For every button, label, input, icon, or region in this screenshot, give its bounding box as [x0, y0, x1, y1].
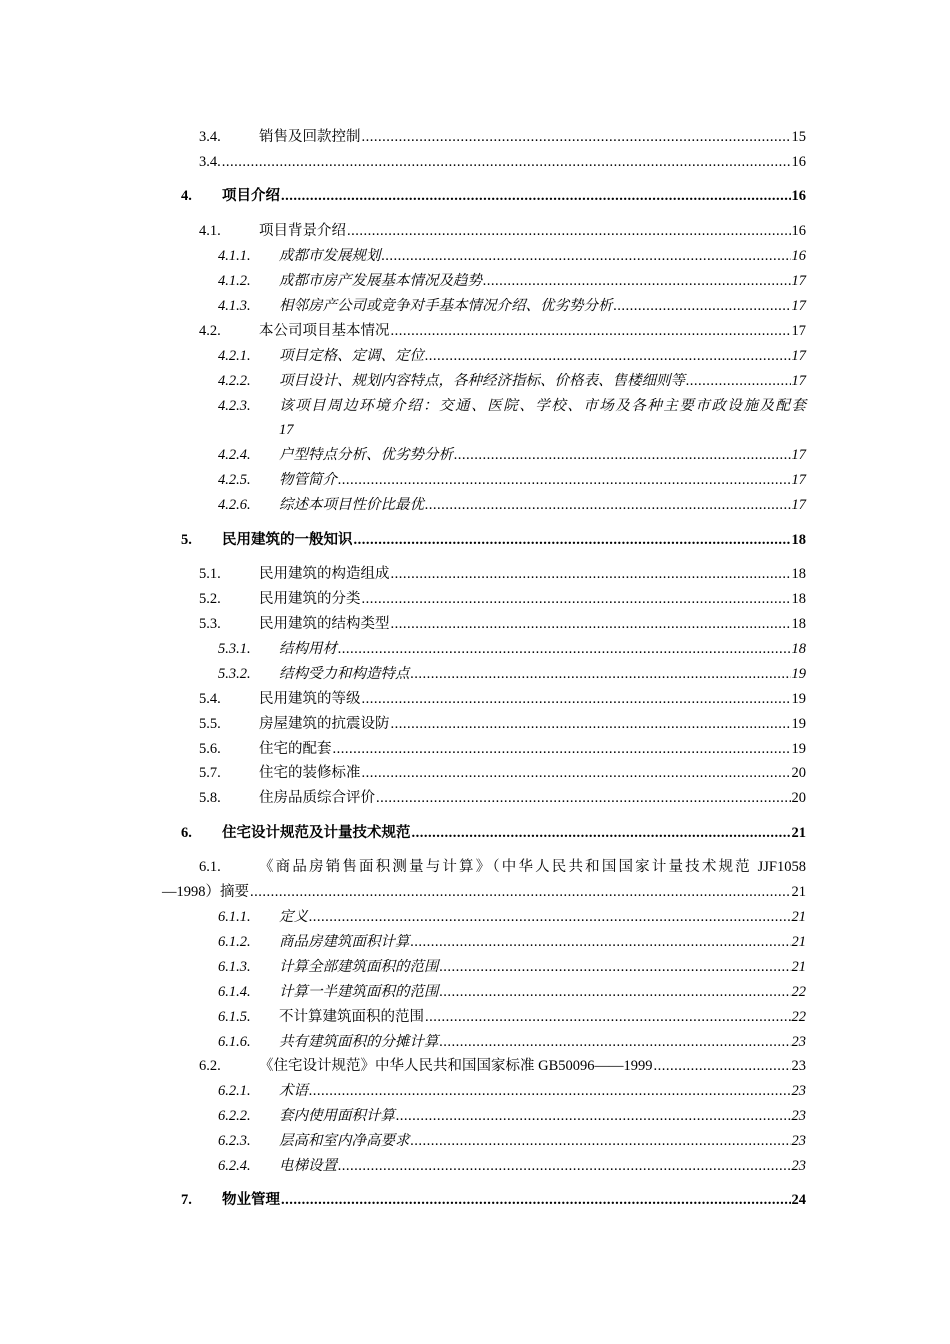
toc-entry[interactable]: [0, 763, 950, 783]
toc-leader: [396, 1106, 791, 1126]
toc-entry[interactable]: [0, 1106, 950, 1126]
toc-entry[interactable]: [0, 932, 950, 952]
toc-title-continuation: —1998）摘要: [162, 884, 249, 900]
toc-title: 住宅的装修标准: [259, 765, 361, 781]
toc-page-number: 17: [791, 472, 806, 488]
toc-entry[interactable]: [0, 957, 950, 977]
toc-leader: [362, 763, 791, 783]
toc-entry[interactable]: [0, 1156, 950, 1176]
toc-title: 住宅设计规范及计量技术规范: [222, 825, 411, 841]
toc-number: 6.2.3.: [218, 1133, 251, 1149]
toc-page-number: 16: [791, 223, 806, 239]
toc-page-number: 22: [791, 1009, 806, 1025]
toc-title: 成都市房产发展基本情况及趋势: [279, 273, 482, 289]
toc-page-number: 17: [791, 447, 806, 463]
toc-leader: [440, 957, 791, 977]
toc-number: 4.2.1.: [218, 348, 251, 364]
toc-page-number: 21: [791, 909, 806, 925]
toc-entry[interactable]: [0, 470, 950, 490]
toc-title: 定义: [279, 909, 308, 925]
toc-title: 该项目周边环境介绍：交通、医院、学校、市场及各种主要市政设施及配套: [279, 398, 806, 414]
toc-page-number: 16: [791, 248, 806, 264]
toc-page-number: 21: [791, 959, 806, 975]
toc-page-number: 19: [791, 741, 806, 757]
toc-number: 5.6.: [199, 741, 221, 757]
toc-entry[interactable]: [0, 1131, 950, 1151]
toc-page-number: 18: [791, 532, 806, 548]
toc-page-number: 21: [791, 825, 806, 841]
toc-number: 3.4.: [199, 129, 221, 145]
toc-entry-continuation[interactable]: [0, 882, 950, 902]
toc-leader: [309, 907, 791, 927]
toc-leader: [440, 982, 791, 1002]
toc-page-number: 23: [791, 1083, 806, 1099]
toc-leader: [391, 321, 791, 341]
toc-title: 套内使用面积计算: [279, 1108, 395, 1124]
toc-number: 5.: [181, 532, 192, 548]
toc-number: 4.2.4.: [218, 447, 251, 463]
toc-entry[interactable]: [0, 530, 950, 550]
toc-entry[interactable]: [0, 346, 950, 366]
toc-title: 相邻房产公司或竞争对手基本情况介绍、优劣势分析: [279, 298, 613, 314]
toc-title: 商品房建筑面积计算: [279, 934, 410, 950]
toc-leader: [391, 714, 791, 734]
toc-page-number: 23: [791, 1108, 806, 1124]
toc-number: 6.2.1.: [218, 1083, 251, 1099]
toc-leader: [250, 882, 791, 902]
toc-number: 6.1.1.: [218, 909, 251, 925]
toc-title: 层高和室内净高要求: [279, 1133, 410, 1149]
toc-page-number: 17: [791, 497, 806, 513]
toc-title: 民用建筑的构造组成: [259, 566, 390, 582]
toc-page-number: 17: [791, 298, 806, 314]
toc-page-number: 20: [791, 765, 806, 781]
toc-leader: [391, 614, 791, 634]
toc-number: 5.1.: [199, 566, 221, 582]
toc-number: 7.: [181, 1192, 192, 1208]
toc-leader: [338, 1156, 791, 1176]
toc-title: 电梯设置: [279, 1158, 337, 1174]
toc-page-number: 16: [791, 154, 806, 170]
toc-title: 《住宅设计规范》中华人民共和国国家标准 GB50096——1999: [259, 1058, 653, 1074]
toc-title: 术语: [279, 1083, 308, 1099]
toc-number: 5.3.: [199, 616, 221, 632]
toc-number: 4.2.3.: [218, 398, 251, 414]
toc-entry[interactable]: [0, 614, 950, 634]
toc-title: 共有建筑面积的分摊计算: [279, 1034, 439, 1050]
toc-leader: [411, 932, 791, 952]
toc-title: 销售及回款控制: [259, 129, 361, 145]
toc-leader: [338, 639, 791, 659]
toc-page-number: 18: [791, 566, 806, 582]
toc-page-number: 23: [791, 1034, 806, 1050]
toc-page-number: 17: [279, 422, 294, 438]
toc-title: 计算全部建筑面积的范围: [279, 959, 439, 975]
toc-entry[interactable]: [0, 1032, 950, 1052]
toc-leader: [376, 788, 791, 808]
toc-leader: [333, 739, 791, 759]
toc-entry[interactable]: [0, 907, 950, 927]
toc-entry[interactable]: [0, 271, 950, 291]
toc-leader: [686, 371, 791, 391]
toc-title: 民用建筑的结构类型: [259, 616, 390, 632]
toc-leader: [362, 589, 791, 609]
toc-number: 5.3.1.: [218, 641, 251, 657]
toc-leader: [440, 1032, 791, 1052]
toc-title: 项目定格、定调、定位: [279, 348, 424, 364]
toc-page-number: 18: [791, 616, 806, 632]
toc-number: 4.2.6.: [218, 497, 251, 513]
toc-title: 结构用材: [279, 641, 337, 657]
toc-entry[interactable]: [0, 127, 950, 147]
toc-entry[interactable]: [0, 982, 950, 1002]
toc-leader: [425, 346, 791, 366]
toc-number: 6.2.4.: [218, 1158, 251, 1174]
toc-entry[interactable]: [0, 246, 950, 266]
toc-number: 5.5.: [199, 716, 221, 732]
toc-leader: [309, 1081, 791, 1101]
toc-number: 6.2.2.: [218, 1108, 251, 1124]
toc-page-number: 22: [791, 984, 806, 1000]
toc-title: 物业管理: [222, 1192, 280, 1208]
toc-number: 5.7.: [199, 765, 221, 781]
toc-entry[interactable]: [0, 664, 950, 684]
toc-number: 6.1.: [199, 859, 221, 875]
toc-title: 民用建筑的分类: [259, 591, 361, 607]
toc-entry[interactable]: [0, 1056, 950, 1076]
toc-page-number: 16: [791, 188, 806, 204]
toc-number: 4.2.: [199, 323, 221, 339]
toc-entry[interactable]: [0, 396, 950, 416]
toc-entry-continuation[interactable]: [0, 420, 950, 440]
toc-entry[interactable]: [0, 714, 950, 734]
toc-page-number: 17: [791, 273, 806, 289]
toc-entry[interactable]: [0, 1190, 950, 1210]
toc-title: 综述本项目性价比最优: [279, 497, 424, 513]
toc-title: 项目背景介绍: [259, 223, 346, 239]
toc-entry[interactable]: [0, 639, 950, 659]
toc-number: 6.1.3.: [218, 959, 251, 975]
toc-entry[interactable]: [0, 152, 950, 172]
toc-number: 3.4.: [199, 154, 221, 170]
toc-number: 5.3.2.: [218, 666, 251, 682]
toc-title: 物管简介: [279, 472, 337, 488]
toc-page-number: 18: [791, 641, 806, 657]
toc-number: 4.2.5.: [218, 472, 251, 488]
toc-leader: [425, 495, 791, 515]
toc-page-number: 23: [791, 1158, 806, 1174]
toc-number: 4.1.2.: [218, 273, 251, 289]
toc-page-number: 21: [791, 884, 806, 900]
toc-entry[interactable]: [0, 857, 950, 877]
toc-leader: [412, 823, 791, 843]
toc-leader: [411, 664, 791, 684]
toc-title: 本公司项目基本情况: [259, 323, 390, 339]
toc-leader: [281, 1190, 791, 1210]
toc-title: 户型特点分析、优劣势分析: [279, 447, 453, 463]
toc-title: 住房品质综合评价: [259, 790, 375, 806]
toc-title: 住宅的配套: [259, 741, 332, 757]
toc-entry[interactable]: [0, 739, 950, 759]
toc-title: 项目设计、规划内容特点，各种经济指标、价格表、售楼细则等: [279, 373, 685, 389]
toc-entry[interactable]: [0, 788, 950, 808]
toc-leader: [338, 470, 791, 490]
toc-leader: [411, 1131, 791, 1151]
toc-title: 计算一半建筑面积的范围: [279, 984, 439, 1000]
toc-entry[interactable]: [0, 823, 950, 843]
toc-leader: [454, 445, 791, 465]
toc-page-number: 19: [791, 666, 806, 682]
toc-title: 结构受力和构造特点: [279, 666, 410, 682]
toc-page-number: 24: [791, 1192, 806, 1208]
toc-title: 房屋建筑的抗震设防: [259, 716, 390, 732]
toc-number: 6.: [181, 825, 192, 841]
toc-number: 5.8.: [199, 790, 221, 806]
toc-number: 6.2.: [199, 1058, 221, 1074]
toc-page-number: 18: [791, 591, 806, 607]
toc-leader: [362, 689, 791, 709]
toc-leader: [382, 246, 791, 266]
toc-entry[interactable]: [0, 296, 950, 316]
toc-entry[interactable]: [0, 1081, 950, 1101]
toc-title: 《商品房销售面积测量与计算》（中华人民共和国国家计量技术规范 JJF1058: [259, 859, 806, 875]
toc-number: 4.: [181, 188, 192, 204]
toc-title: 不计算建筑面积的范围: [279, 1009, 424, 1025]
toc-leader: [281, 186, 791, 206]
toc-title: 民用建筑的等级: [259, 691, 361, 707]
toc-entry[interactable]: [0, 186, 950, 206]
toc-page-number: 17: [791, 373, 806, 389]
toc-entry[interactable]: [0, 445, 950, 465]
toc-page-number: 17: [791, 323, 806, 339]
toc-title: 成都市发展规划: [279, 248, 381, 264]
toc-number: 6.1.4.: [218, 984, 251, 1000]
toc-entry[interactable]: [0, 371, 950, 391]
toc-page-number: 15: [791, 129, 806, 145]
toc-number: 6.1.2.: [218, 934, 251, 950]
toc-number: 4.2.2.: [218, 373, 251, 389]
toc-leader: [391, 564, 791, 584]
toc-title: 民用建筑的一般知识: [222, 532, 353, 548]
toc-page-number: 20: [791, 790, 806, 806]
toc-leader: [614, 296, 791, 316]
toc-entry[interactable]: [0, 1007, 950, 1027]
toc-page-number: 19: [791, 716, 806, 732]
toc-page-number: 23: [791, 1058, 806, 1074]
toc-leader: [362, 127, 791, 147]
toc-leader: [347, 221, 791, 241]
toc-leader: [654, 1056, 791, 1076]
toc-page-number: 19: [791, 691, 806, 707]
toc-leader: [483, 271, 791, 291]
toc-number: 4.1.1.: [218, 248, 251, 264]
toc-page-number: 23: [791, 1133, 806, 1149]
toc-page-number: 21: [791, 934, 806, 950]
toc-number: 6.1.6.: [218, 1034, 251, 1050]
toc-entry[interactable]: [0, 321, 950, 341]
toc-leader: [425, 1007, 791, 1027]
toc-number: 5.2.: [199, 591, 221, 607]
toc-number: 4.1.: [199, 223, 221, 239]
toc-entry[interactable]: [0, 589, 950, 609]
toc-entry[interactable]: [0, 564, 950, 584]
toc-entry[interactable]: [0, 689, 950, 709]
toc-entry[interactable]: [0, 221, 950, 241]
toc-number: 5.4.: [199, 691, 221, 707]
toc-leader: [354, 530, 791, 550]
toc-entry[interactable]: [0, 495, 950, 515]
toc-page-number: 17: [791, 348, 806, 364]
toc-number: 4.1.3.: [218, 298, 251, 314]
toc-number: 6.1.5.: [218, 1009, 251, 1025]
toc-title: 项目介绍: [222, 188, 280, 204]
toc-leader: [222, 152, 791, 172]
